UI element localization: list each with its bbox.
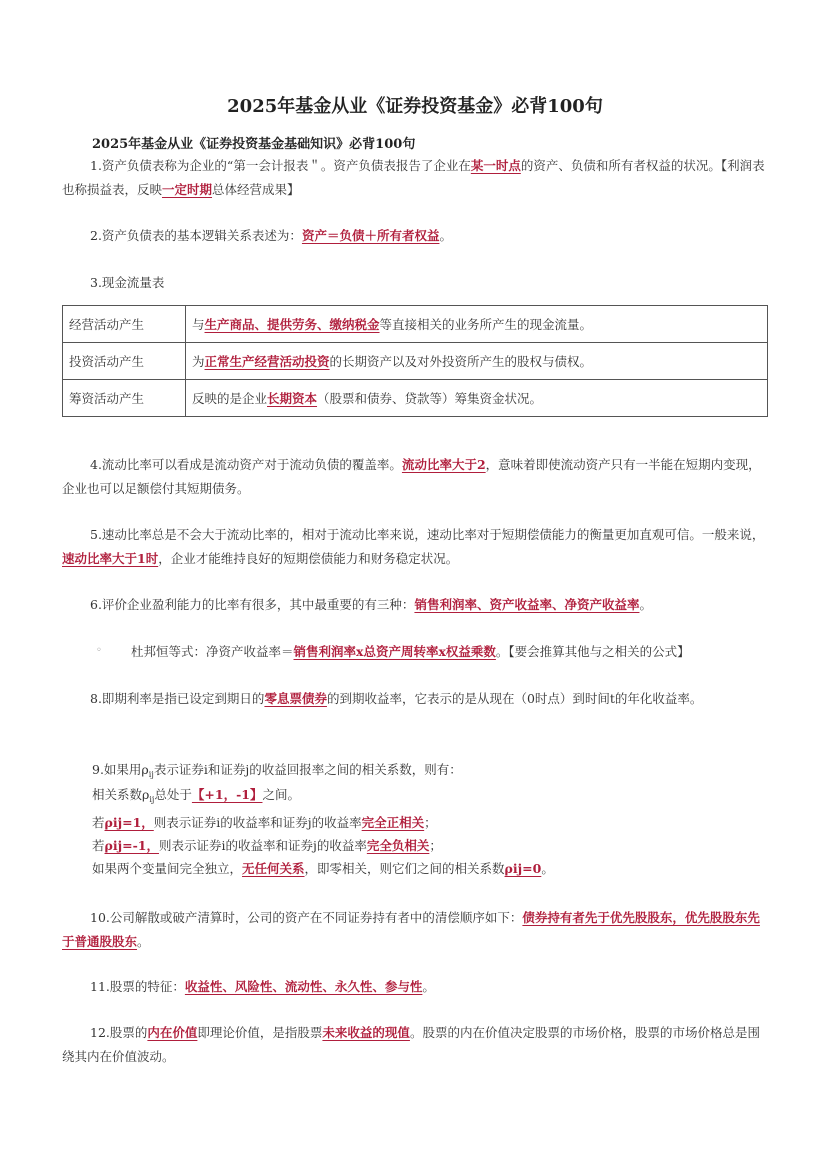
highlight: 速动比率大于1时 [62, 551, 159, 566]
table-cell: 与生产商品、提供劳务、缴纳税金等直接相关的业务所产生的现金流量。 [186, 306, 768, 343]
item-11: 11.股票的特征：收益性、风险性、流动性、永久性、参与性。 [90, 979, 435, 994]
item-2: 2.资产负债表的基本逻辑关系表述为：资产＝负债＋所有者权益。 [90, 228, 452, 243]
item-9-line-5: 如果两个变量间完全独立，无任何关系，即零相关，则它们之间的相关系数ρij=0。 [92, 861, 554, 876]
table-row [63, 343, 768, 380]
item-1: 1.资产负债表称为企业的“第一会计报表＂。资产负债表报告了企业在某一时点的资产、负债和所有者权益的状况。【利润表也称损益表，反映一定时期总体经营成果】 [62, 158, 765, 197]
highlight: 无任何关系 [242, 861, 305, 876]
highlight: 【+1，-1】 [191, 787, 263, 802]
item-4: 4.流动比率可以看成是流动资产对于流动负债的覆盖率。流动比率大于2，意味着即使流动资产只有一半能在短期内变现，企业也可以足额偿付其短期债务。 [62, 457, 761, 496]
table-cell: 投资活动产生 [63, 343, 186, 380]
page-title: 2025年基金从业《证券投资基金》必背100句 [227, 96, 603, 117]
highlight: 完全正相关 [361, 815, 425, 830]
highlight: ρij=1， [104, 815, 154, 830]
item-7: 杜邦恒等式：净资产收益率＝销售利润率x总资产周转率x权益乘数。【要会推算其他与之相关的公式】 [131, 644, 690, 659]
table-row [63, 380, 768, 417]
table-cell: 筹资活动产生 [63, 380, 186, 417]
highlight: 收益性、风险性、流动性、永久性、参与性 [184, 979, 423, 994]
highlight: 完全负相关 [366, 838, 430, 853]
highlight: 正常生产经营活动投资 [204, 354, 330, 369]
highlight: 未来收益的现值 [322, 1025, 410, 1040]
highlight: 某一时点 [470, 158, 521, 173]
table-cell: 经营活动产生 [63, 306, 186, 343]
cash-flow-table [62, 305, 768, 417]
highlight: 销售利润率、资产收益率、净资产收益率 [414, 597, 640, 612]
highlight: ρij=-1， [104, 838, 159, 853]
highlight: 生产商品、提供劳务、缴纳税金 [204, 317, 380, 332]
item-5: 5.速动比率总是不会大于流动比率的，相对于流动比率来说，速动比率对于短期偿债能力的衡量更加直观可信。一般来说，速动比率大于1时，企业才能维持良好的短期偿债能力和财务稳定状况。 [62, 527, 765, 566]
item-9-line-3: 若ρij=1，则表示证券i的收益率和证券j的收益率完全正相关； [92, 815, 437, 830]
table-row [63, 306, 768, 343]
table-cell: 为正常生产经营活动投资的长期资产以及对外投资所产生的股权与债权。 [186, 343, 768, 380]
item-8: 8.即期利率是指已设定到期日的零息票债券的到期收益率，它表示的是从现在（0时点）到时间t的年化收益率。 [90, 691, 703, 706]
table-cell: 反映的是企业长期资本（股票和债券、贷款等）筹集资金状况。 [186, 380, 768, 417]
item-6: 6.评价企业盈利能力的比率有很多，其中最重要的有三种：销售利润率、资产收益率、净资产收益率。 [90, 597, 652, 612]
highlight: 资产＝负债＋所有者权益 [301, 228, 440, 243]
highlight: ρij=0 [504, 861, 542, 876]
highlight: 一定时期 [162, 182, 213, 197]
bullet-icon: ◦ [96, 645, 102, 656]
item-9-line-1: 9.如果用$\rho_{ij}$表示证券i和证券j的收益回报率之间的相关系数，则有： [92, 762, 462, 779]
item-9-line-4: 若ρij=-1，则表示证券i的收益率和证券j的收益率完全负相关； [92, 838, 442, 853]
highlight: 零息票债券 [264, 691, 327, 706]
highlight: 销售利润率x总资产周转率x权益乘数 [293, 644, 496, 659]
highlight: 长期资本 [267, 391, 318, 406]
item-10: 10.公司解散或破产清算时，公司的资产在不同证券持有者中的清偿顺序如下：债券持有者先于优先股股东，优先股股东先于普通股股东。 [62, 910, 760, 949]
subtitle: 2025年基金从业《证券投资基金基础知识》必背100句 [92, 137, 416, 152]
item-3: 3.现金流量表 [90, 275, 165, 290]
item-9-line-2: 相关系数$\rho_{ij}$总处于【+1，-1】之间。 [92, 787, 300, 804]
highlight: 内在价值 [147, 1025, 198, 1040]
highlight: 债券持有者先于优先股股东，优先股股东先于普通股股东 [62, 910, 760, 949]
highlight: 流动比率大于2 [401, 457, 486, 472]
item-12: 12.股票的内在价值即理论价值，是指股票未来收益的现值。股票的内在价值决定股票的市场价格，股票的市场价格总是围绕其内在价值波动。 [62, 1025, 760, 1064]
